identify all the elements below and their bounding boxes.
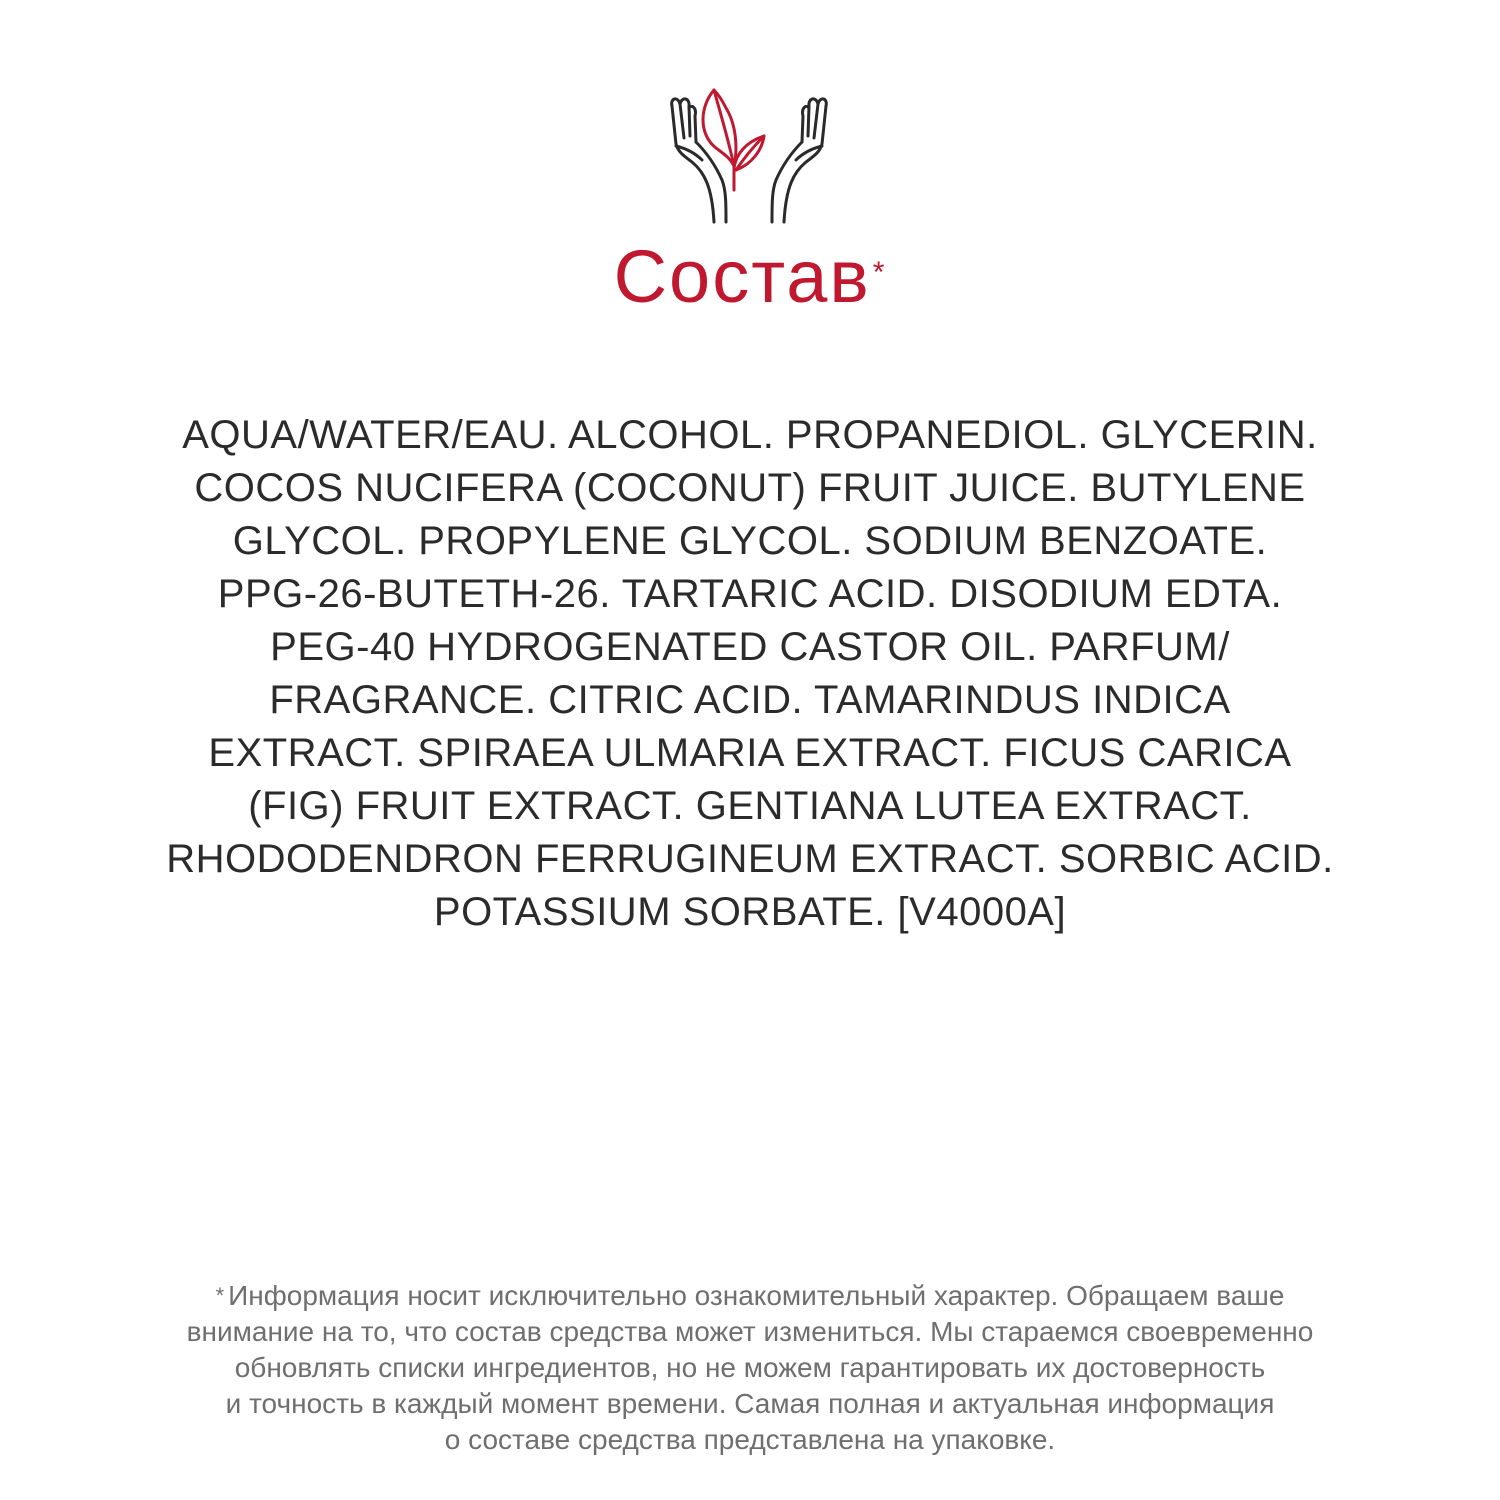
title-footnote-marker: * — [872, 256, 887, 289]
ingredients-line: (FIG) FRUIT EXTRACT. GENTIANA LUTEA EXTRACT. — [248, 784, 1252, 828]
hands-holding-sprout-icon — [664, 86, 834, 226]
footnote-marker: * — [215, 1283, 225, 1308]
title-text: Состав — [613, 235, 871, 318]
ingredients-line: GLYCOL. PROPYLENE GLYCOL. SODIUM BENZOATE. — [232, 519, 1268, 563]
ingredients-line: PEG-40 HYDROGENATED CASTOR OIL. PARFUM/ — [270, 625, 1230, 669]
disclaimer-footnote — [40, 1278, 1460, 1458]
footnote-text: Информация носит исключительно ознакомительный характер. Обращаем ваше — [228, 1280, 1285, 1311]
ingredients-line: FRAGRANCE. CITRIC ACID. TAMARINDUS INDICA — [269, 678, 1231, 722]
ingredients-line: AQUA/WATER/EAU. ALCOHOL. PROPANEDIOL. GLYCERIN. — [182, 413, 1318, 457]
ingredients-line: PPG-26-BUTETH-26. TARTARIC ACID. DISODIUM EDTA. — [217, 572, 1283, 616]
footnote-line: внимание на то, что состав средства может измениться. Мы стараемся своевременно — [186, 1316, 1314, 1347]
footnote-line: о составе средства представлена на упаковке. — [444, 1424, 1056, 1455]
footnote-line — [40, 1278, 1460, 1314]
ingredients-line: COCOS NUCIFERA (COCONUT) FRUIT JUICE. BUTYLENE — [194, 466, 1306, 510]
ingredients-line: POTASSIUM SORBATE. [V4000A] — [433, 890, 1067, 934]
ingredients-line: EXTRACT. SPIRAEA ULMARIA EXTRACT. FICUS CARICA — [208, 731, 1292, 775]
footnote-line: и точность в каждый момент времени. Самая полная и актуальная информация — [225, 1388, 1275, 1419]
ingredients-list — [60, 409, 1440, 939]
page-title — [0, 232, 1500, 322]
ingredients-line: RHODODENDRON FERRUGINEUM EXTRACT. SORBIC ACID. — [166, 837, 1334, 881]
footnote-line: обновлять списки ингредиентов, но не можем гарантировать их достоверность — [234, 1352, 1266, 1383]
